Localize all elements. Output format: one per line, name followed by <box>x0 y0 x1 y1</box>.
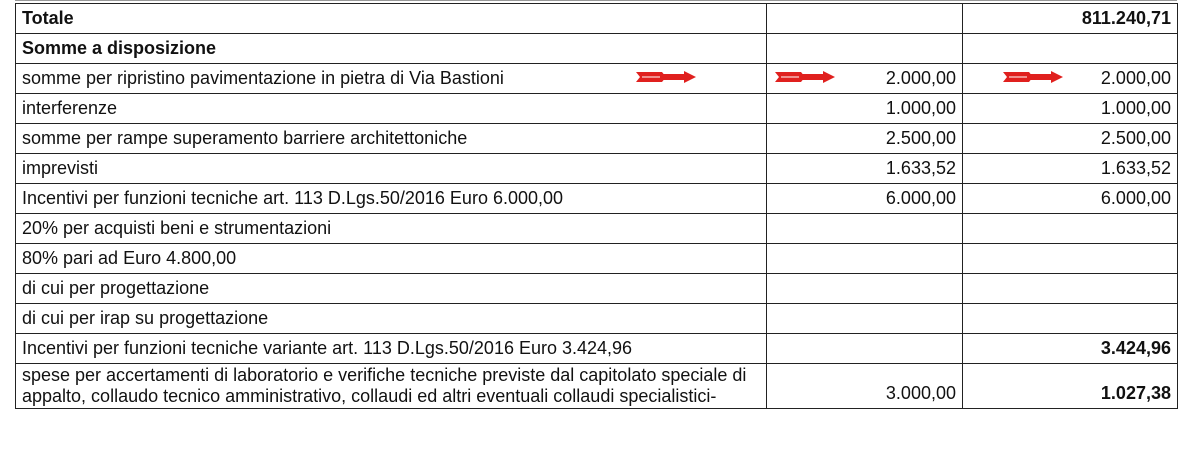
row-description: 20% per acquisti beni e strumentazioni <box>16 214 767 244</box>
table-row <box>16 124 1178 154</box>
row-total-amount <box>963 64 1178 94</box>
row-partial-amount: 6.000,00 <box>767 184 963 214</box>
table-row <box>16 154 1178 184</box>
row-description: Incentivi per funzioni tecniche variante art. 113 D.Lgs.50/2016 Euro 3.424,96 <box>16 334 767 364</box>
table-row <box>16 4 1178 34</box>
row-total-amount: 1.027,38 <box>963 364 1178 409</box>
table-row <box>16 364 1178 409</box>
row-description <box>16 64 767 94</box>
row-partial-amount <box>767 34 963 64</box>
row-description-text: somme per ripristino pavimentazione in pietra di Via Bastioni <box>22 68 504 88</box>
table-row <box>16 64 1178 94</box>
row-partial-amount: 1.633,52 <box>767 154 963 184</box>
row-partial-amount: 1.000,00 <box>767 94 963 124</box>
row-description: di cui per irap su progettazione <box>16 304 767 334</box>
row-partial-amount <box>767 304 963 334</box>
row-description: somme per rampe superamento barriere architettoniche <box>16 124 767 154</box>
table-row <box>16 244 1178 274</box>
row-description: Somme a disposizione <box>16 34 767 64</box>
row-total-amount-text: 2.000,00 <box>1100 68 1171 88</box>
row-partial-amount <box>767 274 963 304</box>
row-partial-amount: 3.000,00 <box>767 364 963 409</box>
row-total-amount <box>963 214 1178 244</box>
row-partial-amount: 2.500,00 <box>767 124 963 154</box>
row-partial-amount <box>767 4 963 34</box>
row-description: interferenze <box>16 94 767 124</box>
row-description: 80% pari ad Euro 4.800,00 <box>16 244 767 274</box>
table-row <box>16 304 1178 334</box>
table-row <box>16 214 1178 244</box>
row-description: di cui per progettazione <box>16 274 767 304</box>
row-description: Incentivi per funzioni tecniche art. 113 D.Lgs.50/2016 Euro 6.000,00 <box>16 184 767 214</box>
table-row <box>16 34 1178 64</box>
row-total-amount: 2.500,00 <box>963 124 1178 154</box>
row-partial-amount <box>767 64 963 94</box>
row-partial-amount-text: 2.000,00 <box>885 68 956 88</box>
red-arrow-icon <box>775 70 835 84</box>
row-description: spese per accertamenti di laboratorio e verifiche tecniche previste dal capitolato speciale di appalto, collaudo tecnico amministrativo, collaudi ed altri eventuali collaudi specialistici- <box>16 364 767 409</box>
row-total-amount <box>963 274 1178 304</box>
row-partial-amount <box>767 334 963 364</box>
row-partial-amount <box>767 244 963 274</box>
row-total-amount <box>963 34 1178 64</box>
row-total-amount: 6.000,00 <box>963 184 1178 214</box>
table-row <box>16 94 1178 124</box>
table-row <box>16 334 1178 364</box>
row-description: imprevisti <box>16 154 767 184</box>
row-total-amount <box>963 244 1178 274</box>
row-partial-amount <box>767 214 963 244</box>
table-row <box>16 274 1178 304</box>
red-arrow-icon <box>636 70 696 84</box>
row-total-amount: 811.240,71 <box>963 4 1178 34</box>
row-total-amount: 3.424,96 <box>963 334 1178 364</box>
row-description: Totale <box>16 4 767 34</box>
red-arrow-icon <box>1003 70 1063 84</box>
row-total-amount <box>963 304 1178 334</box>
row-total-amount: 1.000,00 <box>963 94 1178 124</box>
row-total-amount: 1.633,52 <box>963 154 1178 184</box>
budget-table <box>15 3 1178 409</box>
table-row <box>16 184 1178 214</box>
